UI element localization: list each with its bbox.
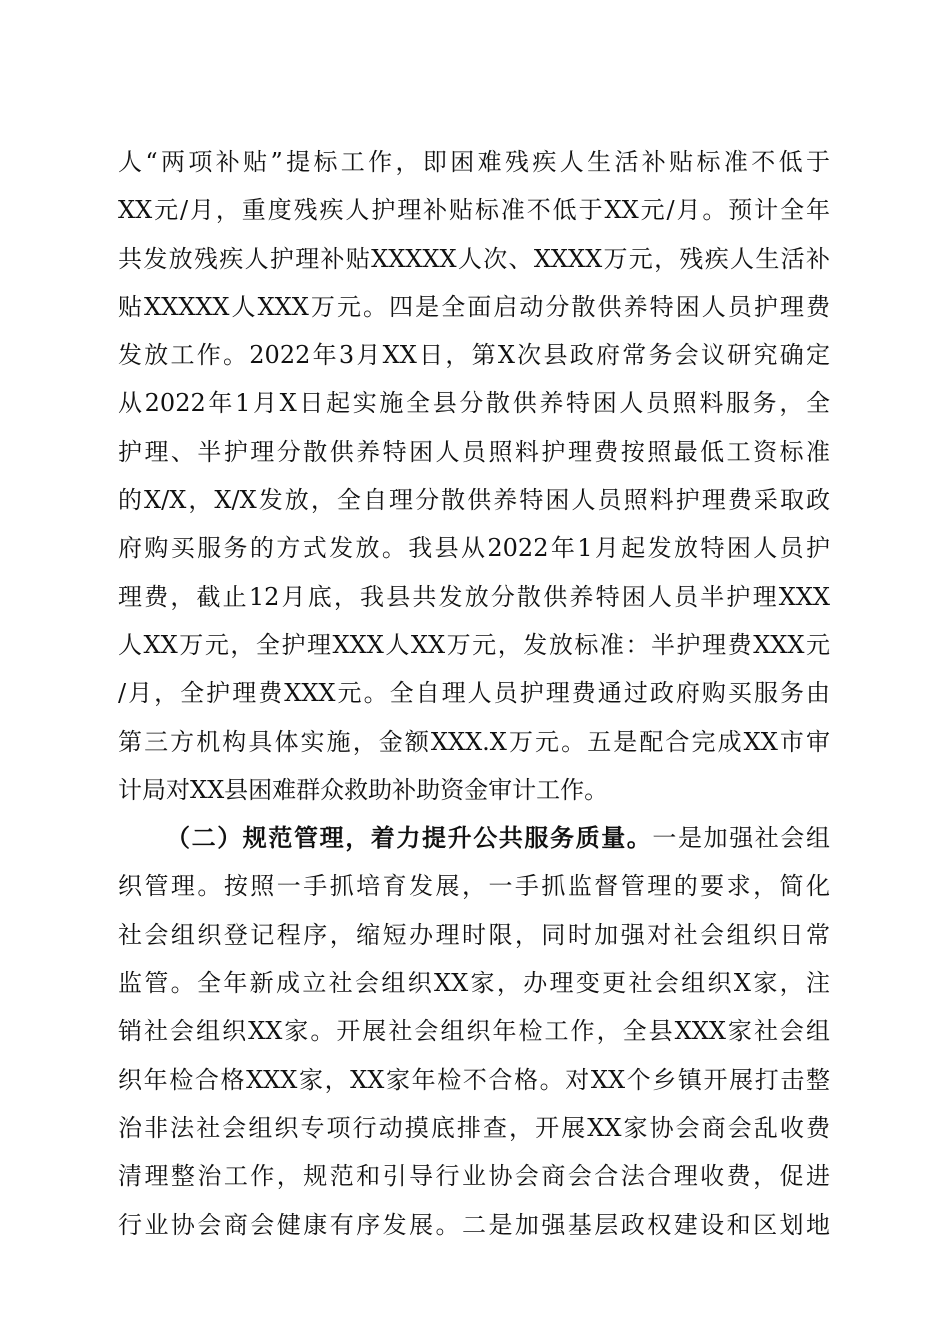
paragraph-1 xyxy=(118,138,830,814)
text-line: 行业协会商会健康有序发展。二是加强基层政权建设和区划地 xyxy=(118,1210,830,1239)
text-line: XX元/月，重度残疾人护理补贴标准不低于XX元/月。预计全年 xyxy=(118,196,830,225)
text-line: 人“两项补贴”提标工作，即困难残疾人生活补贴标准不低于 xyxy=(118,148,830,176)
text-line: 从2022年1月X日起实施全县分散供养特困人员照料服务，全 xyxy=(118,389,830,418)
paragraph-2 xyxy=(118,814,830,1249)
text-line: 府购买服务的方式发放。我县从2022年1月起发放特困人员护 xyxy=(118,534,830,563)
text-line: 监管。全年新成立社会组织XX家，办理变更社会组织X家，注 xyxy=(118,969,830,998)
text-line: 理费，截止12月底，我县共发放分散供养特困人员半护理XXX xyxy=(118,582,830,611)
text-line: 织管理。按照一手抓培育发展，一手抓监督管理的要求，简化 xyxy=(118,872,830,901)
text-line: 共发放残疾人护理补贴XXXXX人次、XXXX万元，残疾人生活补 xyxy=(118,244,830,273)
text-line: 发放工作。2022年3月XX日，第X次县政府常务会议研究确定 xyxy=(118,341,830,370)
text-line: 第三方机构具体实施，金额XXX.X万元。五是配合完成XX市审 xyxy=(118,727,830,756)
text-line: 的X/X，X/X发放，全自理分散供养特困人员照料护理费采取政 xyxy=(118,486,830,515)
section-heading: （二）规范管理，着力提升公共服务质量。 xyxy=(166,823,653,853)
text-line: 社会组织登记程序，缩短办理时限，同时加强对社会组织日常 xyxy=(118,920,830,949)
paragraph-2-first-line xyxy=(118,814,830,862)
text-line: 人XX万元，全护理XXX人XX万元，发放标准：半护理费XXX元 xyxy=(118,630,830,659)
text-run: 一是加强社会组 xyxy=(652,824,830,853)
text-line: 清理整治工作，规范和引导行业协会商会合法合理收费，促进 xyxy=(118,1162,830,1191)
text-line: /月，全护理费XXX元。全自理人员护理费通过政府购买服务由 xyxy=(118,679,830,708)
text-line: 治非法社会组织专项行动摸底排查，开展XX家协会商会乱收费 xyxy=(118,1113,830,1142)
document-body xyxy=(118,138,830,1249)
text-line: 贴XXXXX人XXX万元。四是全面启动分散供养特困人员护理费 xyxy=(118,292,830,321)
text-line: 护理、半护理分散供养特困人员照料护理费按照最低工资标准 xyxy=(118,437,830,466)
text-line: 计局对XX县困难群众救助补助资金审计工作。 xyxy=(118,775,609,804)
text-line: 织年检合格XXX家，XX家年检不合格。对XX个乡镇开展打击整 xyxy=(118,1065,830,1094)
text-line: 销社会组织XX家。开展社会组织年检工作，全县XXX家社会组 xyxy=(118,1017,830,1046)
